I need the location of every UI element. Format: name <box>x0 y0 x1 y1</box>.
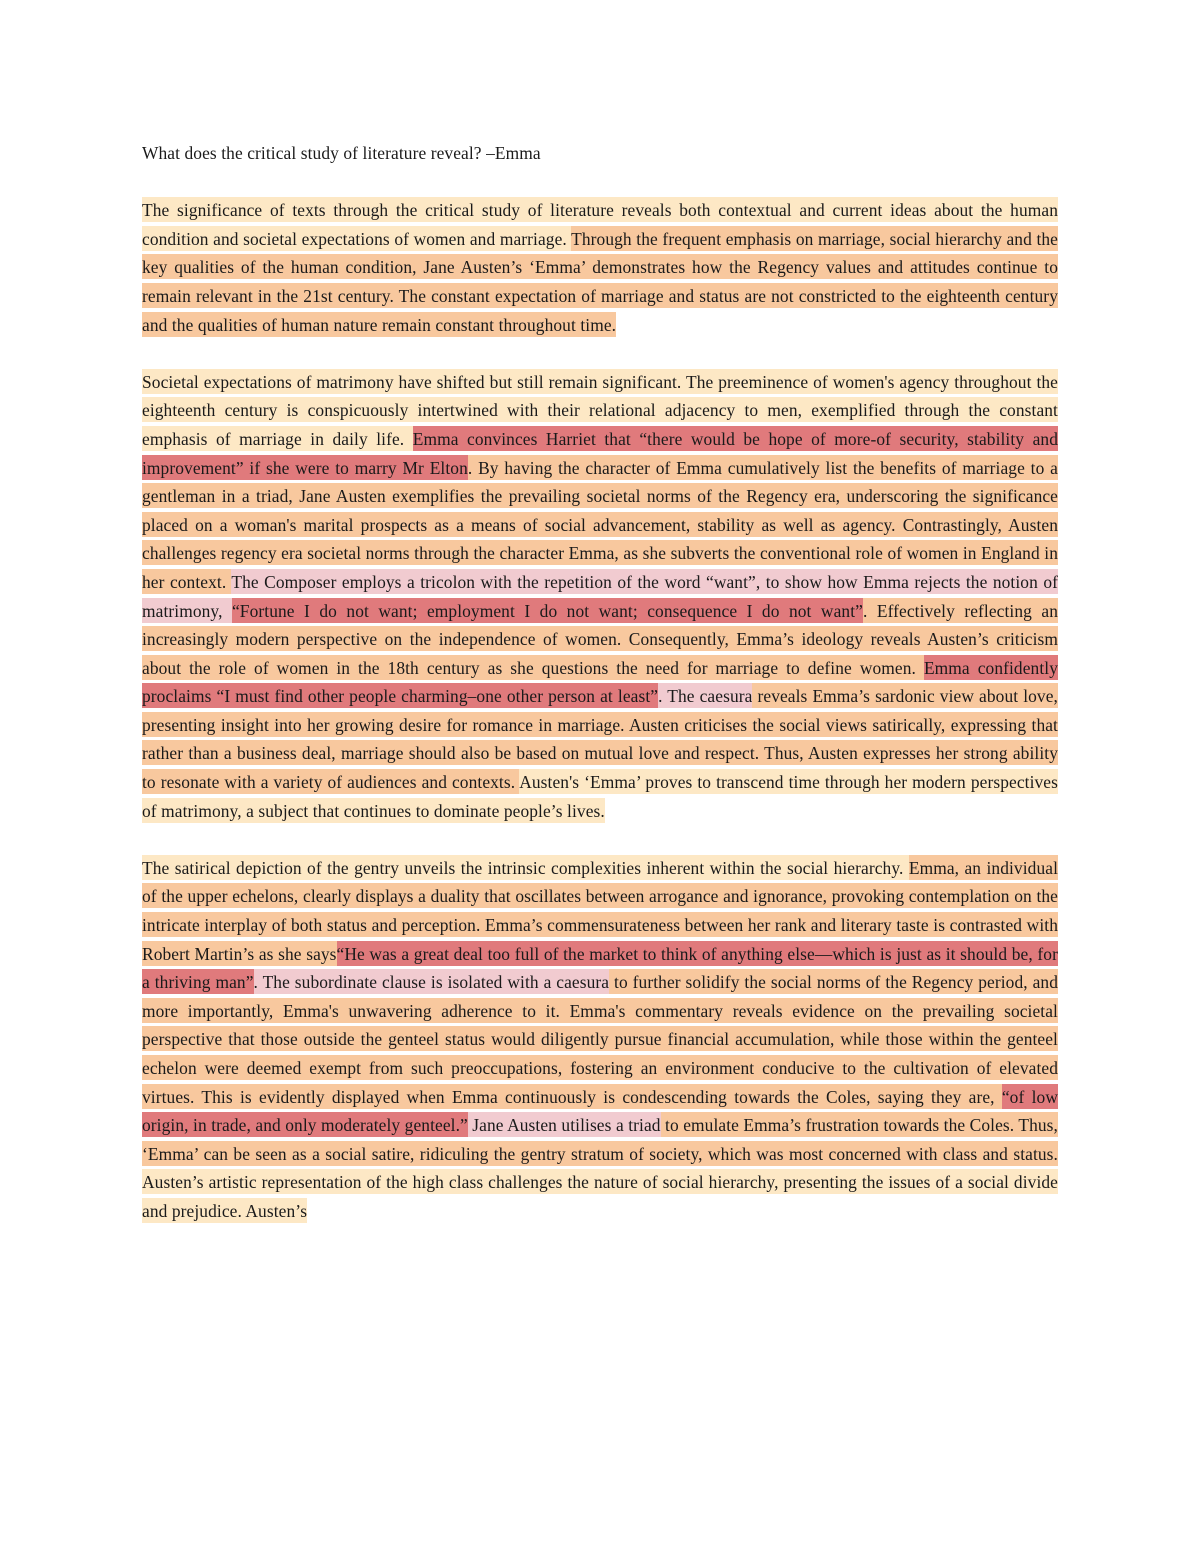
highlighted-segment: “He was a great deal too full of the market to think of anything else—which is just as it should be, for a thriving man” <box>142 941 1058 995</box>
document-body <box>142 139 1058 1226</box>
highlighted-segment: Emma confidently proclaims “I must find other people charming–one other person at least” <box>142 655 1058 709</box>
highlighted-segment: to further solidify the social norms of the Regency period, and more importantly, Emma's unwavering adherence to it. Emma's commentary reveals evidence on the prevailing societal perspective that those outside the genteel status would diligently pursue financial accumulation, while those within the genteel echelon were deemed exempt from such preoccupations, fostering an environment conducive to the cultivation of elevated virtues. This is evidently displayed when Emma continuously is condescending towards the Coles, saying they are, <box>142 969 1058 1108</box>
paragraph-matrimony <box>142 368 1058 826</box>
highlighted-segment: The significance of texts through the critical study of literature reveals both contextual and current ideas about the human condition and societal expectations of women and marriage. <box>142 197 1058 251</box>
highlighted-segment: Through the frequent emphasis on marriage, social hierarchy and the key qualities of the human condition, Jane Austen’s ‘Emma’ demonstrates how the Regency values and attitudes continue to remain relevant in the 21st century. The constant expectation of marriage and status are not constricted to the eighteenth century and the qualities of human nature remain constant throughout time. <box>142 226 1058 337</box>
highlighted-segment: . The caesura <box>658 683 752 708</box>
highlighted-segment: Austen's ‘Emma’ proves to transcend time through her modern perspectives of matrimony, a subject that continues to dominate people’s lives. <box>142 769 1058 823</box>
highlighted-segment: The satirical depiction of the gentry unveils the intrinsic complexities inherent within the social hierarchy. <box>142 855 909 880</box>
highlighted-segment: reveals Emma’s sardonic view about love, presenting insight into her growing desire for romance in marriage. Austen criticises the social views satirically, expressing that rather than a business deal, marriage should also be based on mutual love and respect. Thus, Austen expresses her strong ability to resonate with a variety of audiences and contexts. <box>142 683 1058 794</box>
highlighted-segment: . The subordinate clause is isolated with a caesura <box>254 969 610 994</box>
highlighted-segment: “Fortune I do not want; employment I do not want; consequence I do not want” <box>232 598 863 623</box>
highlighted-segment: “of low origin, in trade, and only moderately genteel.” <box>142 1084 1058 1138</box>
highlighted-segment: . Effectively reflecting an increasingly modern perspective on the independence of women. Consequently, Emma’s ideology reveals Austen’s criticism about the role of women in the 18th century as she questions the need for marriage to define women. <box>142 598 1058 680</box>
highlighted-segment: . By having the character of Emma cumulatively list the benefits of marriage to a gentleman in a triad, Jane Austen exemplifies the prevailing societal norms of the Regency era, underscoring the significance placed on a woman's marital prospects as a means of social advancement, stability as well as agency. Contrastingly, Austen challenges regency era societal norms through the character Emma, as she subverts the conventional role of women in England in her context. <box>142 455 1058 594</box>
highlighted-segment: The Composer employs a tricolon with the repetition of the word “want”, to show how Emma rejects the notion of matrimony, <box>142 569 1058 623</box>
highlighted-segment: Austen’s artistic representation of the high class challenges the nature of social hierarchy, presenting the issues of a social divide and prejudice. Austen’s <box>142 1169 1058 1223</box>
highlighted-segment: Jane Austen utilises a triad <box>468 1112 661 1137</box>
highlighted-segment: Emma, an individual of the upper echelons, clearly displays a duality that oscillates between arrogance and ignorance, provoking contemplation on the intricate interplay of both status and perception. Emma’s commensurateness between her rank and literary taste is contrasted with Robert Martin’s as she says <box>142 855 1058 966</box>
paragraph-social-hierarchy <box>142 854 1058 1226</box>
paragraph-introduction <box>142 196 1058 339</box>
highlighted-segment: Societal expectations of matrimony have shifted but still remain significant. The preeminence of women's agency throughout the eighteenth century is conspicuously intertwined with their relational adjacency to men, exemplified through the constant emphasis of marriage in daily life. <box>142 369 1058 451</box>
document-title: What does the critical study of literature reveal? –Emma <box>142 143 541 163</box>
highlighted-segment: to emulate Emma’s frustration towards the Coles. Thus, ‘Emma’ can be seen as a social satire, ridiculing the gentry stratum of society, which was most concerned with class and status. <box>142 1112 1058 1166</box>
highlighted-segment: Emma convinces Harriet that “there would be hope of more-of security, stability and improvement” if she were to marry Mr Elton <box>142 426 1058 480</box>
